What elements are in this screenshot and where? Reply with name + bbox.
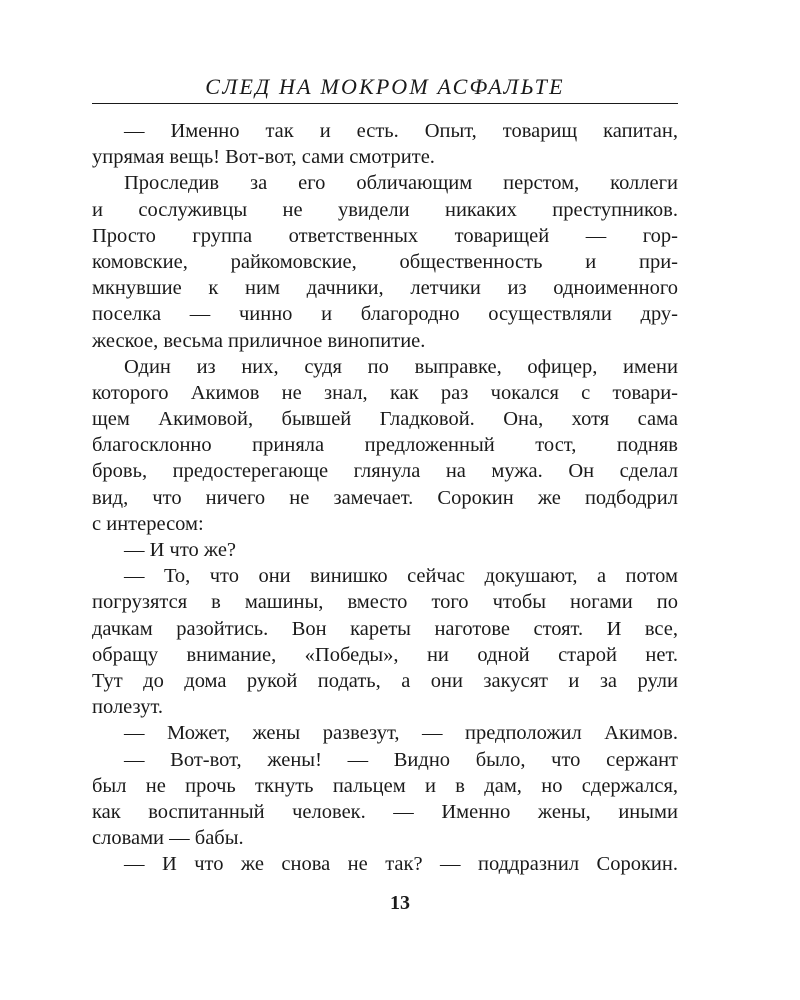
text-line: бровь, предостерегающе глянула на мужа. Он сделал: [92, 460, 678, 483]
text-line: — Именно так и есть. Опыт, товарищ капитан,: [124, 120, 678, 142]
text-line: — И что же?: [124, 539, 237, 561]
text-line: вид, что ничего не замечает. Сорокин же подбодрил: [92, 486, 678, 509]
text-line: комовские, райкомовские, общественность и при-: [92, 250, 678, 273]
text-line: упрямая вещь! Вот-вот, сами смотрите.: [92, 146, 435, 169]
text-line: благосклонно приняла предложенный тост, подняв: [92, 434, 678, 457]
text-line: как воспитанный человек. — Именно жены, иными: [92, 800, 678, 823]
text-line: — И что же снова не так? — поддразнил Сорокин.: [124, 853, 678, 876]
text-line: щем Акимовой, бывшей Гладковой. Она, хотя сама: [92, 408, 678, 431]
text-line: которого Акимов не знал, как раз чокался с товари-: [92, 381, 678, 404]
text-line: Проследив за его обличающим перстом, коллеги: [124, 172, 678, 195]
text-line: жеское, весьма приличное винопитие.: [92, 329, 426, 352]
text-line: словами — бабы.: [92, 827, 244, 850]
text-line: обращу внимание, «Победы», ни одной старой нет.: [92, 643, 678, 666]
text-line: — Вот-вот, жены! — Видно было, что сержант: [124, 748, 678, 771]
text-line: погрузятся в машины, вместо того чтобы ногами по: [92, 591, 678, 614]
text-line: — То, что они винишко сейчас докушают, а потом: [124, 565, 678, 588]
text-line: Один из них, судя по выправке, офицер, имени: [124, 355, 678, 378]
text-line: — Может, жены развезут, — предположил Акимов.: [124, 722, 678, 745]
text-line: Просто группа ответственных товарищей — гор-: [92, 224, 678, 247]
body-text: [92, 118, 678, 877]
text-line: дачкам разойтись. Вон кареты наготове стоят. И все,: [92, 617, 678, 640]
header-rule: [92, 103, 678, 104]
page-number: 13: [390, 892, 410, 914]
text-line: и сослуживцы не увидели никаких преступников.: [92, 198, 678, 221]
text-line: мкнувшие к ним дачники, летчики из одноименного: [92, 277, 678, 300]
text-line: был не прочь ткнуть пальцем и в дам, но сдержался,: [92, 774, 678, 797]
running-head: СЛЕД НА МОКРОМ АСФАЛЬТЕ: [205, 74, 565, 99]
text-line: Тут до дома рукой подать, а они закусят и за рули: [92, 669, 678, 692]
text-line: полезут.: [92, 696, 163, 719]
text-line: поселка — чинно и благородно осуществляли дру-: [92, 303, 678, 326]
text-line: с интересом:: [92, 512, 204, 535]
